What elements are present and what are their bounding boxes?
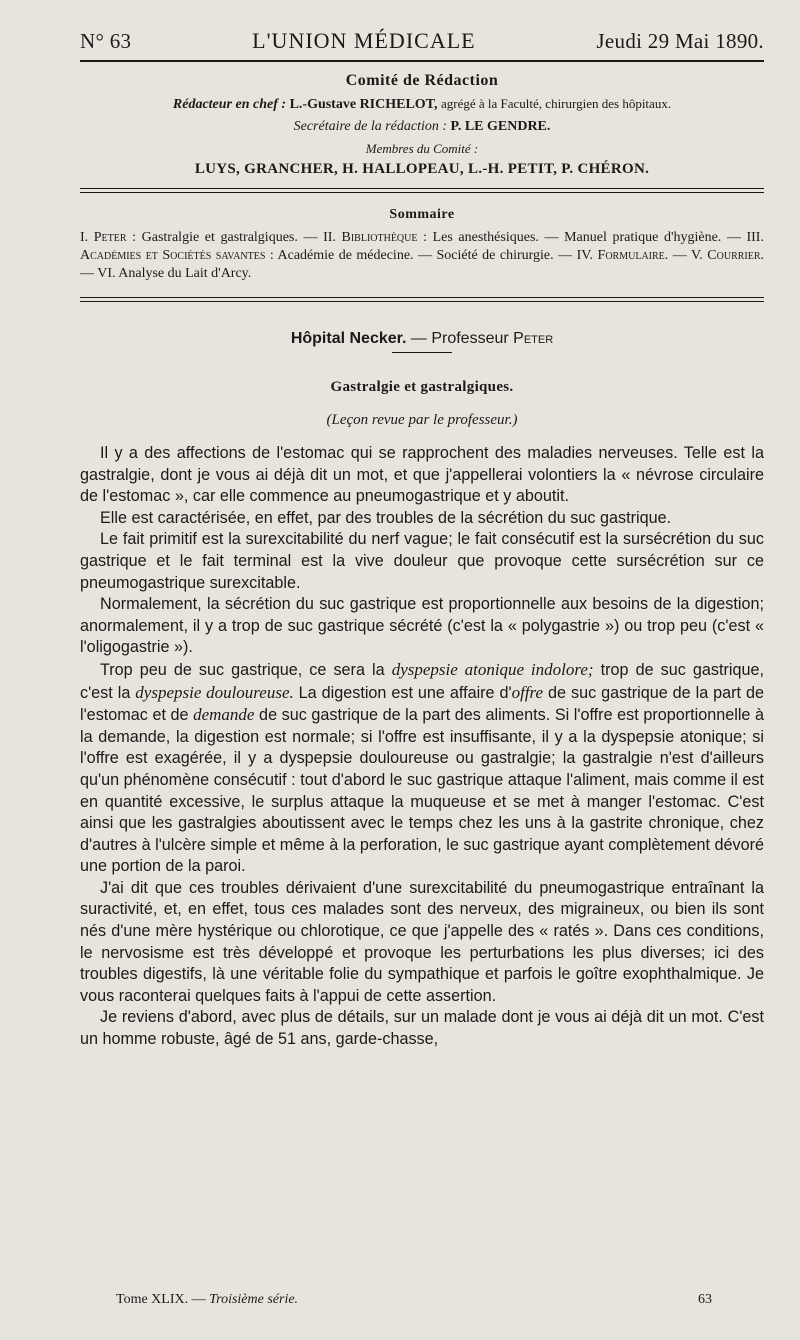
summary-item-author: Bibliothèque: [341, 230, 418, 245]
committee-rule-top: [80, 188, 764, 189]
emphasized-text: demande: [193, 705, 255, 725]
hospital-name: Hôpital Necker.: [290, 330, 407, 347]
paragraph-text: Il y a des affections de l'estomac qui se rapprochent des maladies nerveuses. Telle est la gastralgie, dont je vous ai déjà dit un mot, et que j'appellerai volontiers la « névrose circulaire de l'estomac », car elle commence au pneumogastrique et y aboutit.: [80, 444, 764, 506]
footer-series: Troisième série.: [209, 1292, 299, 1307]
editor-name: L.-Gustave RICHELOT,: [289, 97, 438, 112]
emphasized-text: dyspepsie douloureuse.: [135, 682, 294, 702]
article-hospital-line: [80, 330, 764, 348]
summary-item-text: : Gastralgie et gastralgiques. —: [126, 230, 324, 245]
issue-number: N° 63: [80, 29, 132, 53]
members-names: LUYS, GRANCHER, H. HALLOPEAU, L.-H. PETIT, P. CHÉRON.: [194, 161, 650, 177]
summary-item-author: Formulaire: [597, 248, 665, 263]
paragraph-text: de suc gastrique de la part des aliments. Si l'offre est proportionnelle à la demande, la digestion est normale; si l'offre est insuffisante, il y a la dyspepsie atonique; si l'offre est exagérée, il y a dyspepsie douloureuse ou gastralgie; la gastralgie n'est d'ailleurs qu'un phénomène consécutif : tout d'abord le suc gastrique attaque l'aliment, mais comme il est en quantité excessive, le surplus attaque la muqueuse et se met à manger l'estomac. C'est ainsi que les gastralgies aboutissent avec le temps chez les uns à la gastrite chronique, chez d'autres à l'ulcère simple et même à la perforation, le suc gastrique ayant complètement dévoré une portion de la paroi.: [80, 706, 764, 876]
hospital-dash: — Professeur: [406, 330, 514, 347]
secretary-role: Secrétaire de la rédaction :: [293, 119, 448, 134]
header-rule: [80, 60, 764, 62]
editor-role: Rédacteur en chef :: [172, 97, 287, 112]
article-subtitle: (Leçon revue par le professeur.): [326, 412, 518, 428]
editor-title: agrégé à la Faculté, chirurgien des hôpitaux.: [441, 96, 672, 111]
page-footer: [116, 1292, 712, 1308]
footer-page-number: 63: [698, 1292, 712, 1307]
summary-item-number: IV.: [576, 248, 598, 263]
footer-volume-line: [116, 1292, 298, 1308]
summary-item-author: Peter: [93, 230, 127, 245]
professor-name: Peter: [513, 330, 554, 347]
summary-heading: Sommaire: [389, 207, 455, 222]
paragraph-text: trop de suc gastrique, c'est la: [80, 660, 764, 702]
page-header: [80, 28, 764, 54]
summary-item-number: V.: [690, 248, 708, 263]
paragraph-text: J'ai dit que ces troubles dérivaient d'une surexcitabilité du pneumogastrique entraînant la suractivité, et, en effet, tous ces malades sont des nerveux, des migraineux, ou bien ils sont nés d'une mère hystérique ou chlorotique, ce que j'appelle des « ratés ». Dans ces conditions, le nervosisme est très développé et provoque les perturbations les plus diverses; ici des troubles digestifs, là une véritable folie du sympathique et parfois le goître exophthalmique. Je vous raconterai quelques faits à l'appui de cette assertion.: [80, 878, 764, 1005]
summary-item-author: Académies et Sociétés savantes: [80, 248, 266, 263]
footer-separator: —: [188, 1292, 210, 1307]
editorial-committee: [80, 72, 764, 178]
article-body: [80, 443, 764, 1051]
summary-body: [80, 229, 764, 283]
article-paragraph: [80, 1007, 764, 1050]
summary-item-number: I.: [80, 230, 94, 245]
article-paragraph: [80, 443, 764, 508]
summary-item-text: : Les anesthésiques. — Manuel pratique d'hygiène. —: [417, 230, 747, 245]
article-title: Gastralgie et gastralgiques.: [330, 379, 514, 395]
summary-item-text: Analyse du Lait d'Arcy.: [118, 266, 252, 281]
committee-heading: Comité de Rédaction: [345, 72, 499, 89]
emphasized-text: dyspepsie atonique indolore;: [391, 659, 594, 679]
table-of-contents: [80, 207, 764, 283]
paragraph-text: Elle est caractérisée, en effet, par des troubles de la sécrétion du suc gastrique.: [100, 508, 672, 527]
summary-rule-bottom: [80, 301, 764, 302]
paragraph-text: La digestion est une affaire d': [293, 683, 512, 702]
article-paragraph: [80, 659, 764, 878]
members-role: Membres du Comité :: [365, 141, 479, 156]
summary-rule-top: [80, 297, 764, 298]
summary-item-author: Courrier: [707, 248, 761, 263]
summary-item-text: . —: [80, 248, 765, 281]
summary-item-text: . —: [664, 248, 691, 263]
paragraph-text: Le fait primitif est la surexcitabilité du nerf vague; le fait consécutif est la sursécrétion du suc gastrique et le fait terminal est la vive douleur que provoque cette sursécrétion sur ce pneumogastrique surexcitable.: [80, 530, 764, 592]
paragraph-text: Normalement, la sécrétion du suc gastrique est proportionnelle aux besoins de la digestion; anormalement, il y a trop de suc gastrique sécrété (c'est la « polygastrie ») ou trop peu (c'est « l'oligogastrie »).: [80, 595, 764, 657]
issue-date: Jeudi 29 Mai 1890.: [596, 29, 764, 53]
paragraph-text: de suc gastrique de la part de l'estomac et de: [80, 683, 764, 725]
secretary-line: [80, 119, 764, 135]
editor-in-chief-line: [80, 96, 764, 113]
footer-volume: Tome XLIX.: [116, 1292, 189, 1307]
committee-rule-bottom: [80, 192, 764, 193]
journal-title: L'UNION MÉDICALE: [252, 28, 476, 53]
article-paragraph: [80, 594, 764, 659]
secretary-name: P. LE GENDRE.: [450, 119, 551, 134]
summary-item-number: III.: [746, 230, 764, 245]
hospital-rule: [392, 352, 452, 353]
article-paragraph: [80, 878, 764, 1008]
summary-item-number: II.: [323, 230, 342, 245]
paragraph-text: Je reviens d'abord, avec plus de détails, sur un malade dont je vous ai déjà dit un mot. C'est un homme robuste, âgé de 51 ans, garde-chasse,: [80, 1008, 764, 1049]
summary-item-text: : Académie de médecine. — Société de chirurgie. —: [265, 248, 577, 263]
article-paragraph: [80, 508, 764, 530]
emphasized-text: offre: [511, 682, 544, 702]
paragraph-text: Trop peu de suc gastrique, ce sera la: [100, 660, 392, 679]
summary-item-number: VI.: [97, 266, 119, 281]
article-paragraph: [80, 529, 764, 594]
